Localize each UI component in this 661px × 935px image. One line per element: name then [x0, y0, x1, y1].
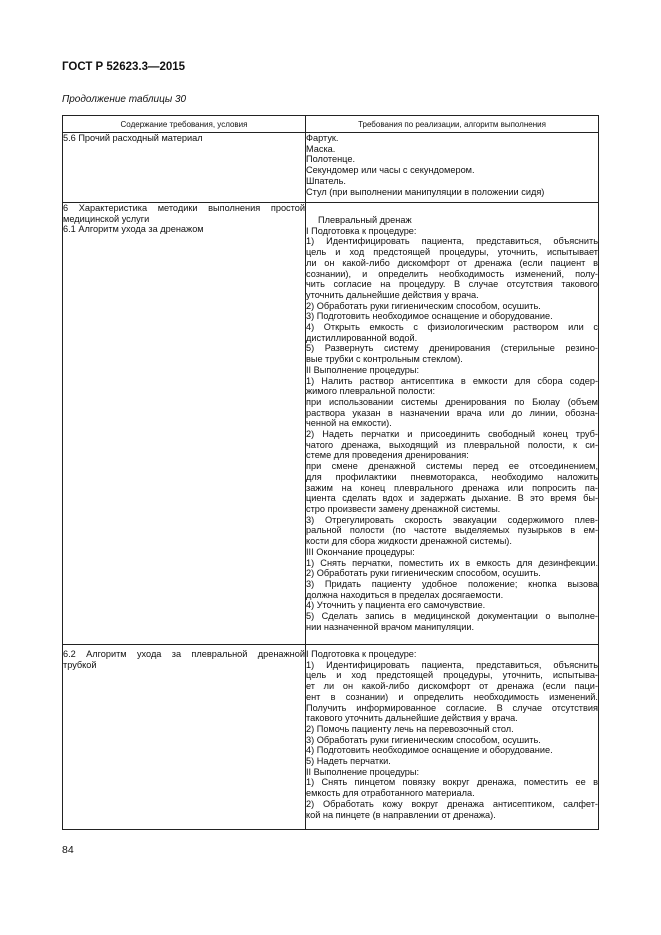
requirement-line: Получить информированное согласие. В случае отсутствия [306, 702, 598, 713]
requirement-line: 4) Открыть емкость с физиологическим раствором или с [306, 322, 598, 333]
requirement-line: 5) Сделать запись в медицинской документации о выполне- [306, 611, 598, 622]
condition-text: трубкой [63, 659, 97, 670]
requirement-line: цель и ход предстоящей процедуры, уточнить, испытыва- [306, 670, 598, 681]
requirement-line: II Выполнение процедуры: [306, 364, 420, 375]
requirement-line: при смене дренажной системы перед ее отсоединением, [306, 461, 598, 472]
requirement-line: нии назначенной врачом манипуляции. [306, 621, 475, 632]
standard-header: ГОСТ Р 52623.3—2015 [62, 61, 186, 73]
row-condition-cell [63, 133, 306, 203]
column-header-algorithm: Требования по реализации, алгоритм выполнения [306, 116, 599, 133]
condition-text: 6.1 Алгоритм ухода за дренажом [63, 224, 204, 235]
requirement-line: чить согласие на процедуру. В случае отсутствия такового [306, 279, 598, 290]
table-row [63, 133, 599, 203]
requirement-line: стро произвести замену дренажной системы. [306, 503, 501, 514]
requirement-line: уточнить дальнейшие действия у врача. [306, 289, 479, 300]
requirement-line: ет ли он какой-либо дискомфорт от дренажа (если паци- [306, 681, 598, 692]
requirement-line: чатого дренажа, выходящий из плевральной полости, к си- [306, 439, 598, 450]
requirement-line: кой на пинцете (в направлении от дренажа). [306, 809, 496, 820]
condition-text: 6.2 Алгоритм ухода за плевральной дренажной [63, 649, 305, 659]
requirement-line: емкость для отработанного материала. [306, 788, 475, 799]
row-requirements-cell [306, 133, 599, 203]
requirement-line: ченной на емкости). [306, 418, 392, 429]
condition-text: медицинской услуги [63, 213, 150, 224]
requirement-line: 2) Обработать кожу вокруг дренажа антисептиком, салфет- [306, 798, 598, 809]
requirement-line: Стул (при выполнении манипуляции в положении сидя) [306, 186, 545, 197]
condition-text: 6 Характеристика методики выполнения простой [63, 203, 305, 213]
section-title: Плевральный дренаж [318, 215, 412, 225]
requirement-line: 3) Придать пациенту удобное положение; кнопка вызова [306, 578, 598, 589]
condition-text: 5.6 Прочий расходный материал [63, 133, 203, 143]
requirement-line: 1) Снять пинцетом повязку вокруг дренажа, поместить ее в [306, 777, 598, 788]
requirement-line: ент в сознании) и определить необходимость изменений. [306, 691, 598, 702]
row-requirements-cell [306, 203, 599, 645]
requirements-table [62, 115, 599, 830]
table-row [63, 645, 599, 830]
requirement-line: Фартук. [306, 133, 339, 143]
requirement-line: цель и ход предстоящей процедуры, уточнить, испытывает [306, 247, 598, 258]
requirement-line: 3) Подготовить необходимое оснащение и оборудование. [306, 311, 553, 322]
requirement-line: должна находиться в пределах досягаемости. [306, 589, 504, 600]
requirement-line: вые трубки с контрольным стеклом). [306, 354, 463, 365]
requirement-line: 5) Надеть перчатки. [306, 756, 391, 767]
page-number: 84 [62, 844, 74, 856]
row-requirements-cell [306, 645, 599, 830]
requirement-line: зажим на конец плеврального дренажа или попросить па- [306, 482, 598, 493]
requirement-line: раствора указан в назначении врача или до линии, обозна- [306, 407, 598, 418]
table-continuation-caption: Продолжение таблицы 30 [62, 94, 187, 105]
requirement-line: 1) Идентифицировать пациента, представиться, объяснить [306, 236, 598, 247]
requirement-line: стеме для проведения дренирования: [306, 450, 469, 461]
requirement-line: ли он какой-либо дискомфорт от дренажа (если пациент в [306, 257, 598, 268]
requirement-line: такового уточнить дальнейшие действия у врача. [306, 713, 518, 724]
row-condition-cell [63, 645, 306, 830]
requirement-line: Секундомер или часы с секундомером. [306, 165, 475, 176]
requirement-line: 2) Помочь пациенту лечь на перевозочный стол. [306, 723, 514, 734]
requirement-line: 3) Обработать руки гигиеническим способом, осушить. [306, 734, 541, 745]
table-header-row [63, 116, 599, 133]
requirement-line: Полотенце. [306, 154, 355, 165]
requirement-line: 4) Уточнить у пациента его самочувствие. [306, 600, 486, 611]
requirement-line: 4) Подготовить необходимое оснащение и оборудование. [306, 745, 553, 756]
requirement-line: II Выполнение процедуры: [306, 766, 420, 777]
requirement-line: жимого плевральной полости: [306, 386, 436, 397]
requirement-line: для профилактики пневмоторакса, необходимо наложить [306, 471, 598, 482]
requirement-line: дистиллированной водой. [306, 332, 418, 343]
requirement-line: 1) Снять перчатки, поместить их в емкость для дезинфекции. [306, 557, 598, 568]
requirement-line: 5) Развернуть систему дренирования (стерильные резино- [306, 343, 598, 354]
requirement-line: 2) Надеть перчатки и присоединить свободный конец труб- [306, 429, 598, 440]
requirement-line: сознании), и определить необходимость изменений, полу- [306, 268, 598, 279]
requirement-line: I Подготовка к процедуре: [306, 649, 417, 659]
requirement-line: Маска. [306, 143, 336, 154]
requirement-line: 3) Отрегулировать скорость эвакуации содержимого плев- [306, 514, 598, 525]
requirement-line: 1) Налить раствор антисептика в емкости для сбора содер- [306, 375, 598, 386]
requirement-line: кости для сбора жидкости дренажной системы). [306, 536, 512, 547]
requirement-line: III Окончание процедуры: [306, 546, 415, 557]
requirement-line: 2) Обработать руки гигиеническим способом, осушить. [306, 300, 541, 311]
requirement-line: циента сделать вдох и задержать дыхание. В это время бы- [306, 493, 598, 504]
requirement-line: Шпатель. [306, 175, 346, 186]
requirement-line: 1) Идентифицировать пациента, представиться, объяснить [306, 659, 598, 670]
requirement-line: ральной полости (по частоте выделяемых пузырьков в ем- [306, 525, 598, 536]
row-condition-cell [63, 203, 306, 645]
requirement-line: 2) Обработать руки гигиеническим способом, осушить. [306, 568, 541, 579]
requirement-line: при использовании системы дренирования по Бюлау (объем [306, 396, 598, 407]
requirement-line: I Подготовка к процедуре: [306, 225, 417, 236]
column-header-content: Содержание требования, условия [63, 116, 306, 133]
table-row [63, 203, 599, 645]
